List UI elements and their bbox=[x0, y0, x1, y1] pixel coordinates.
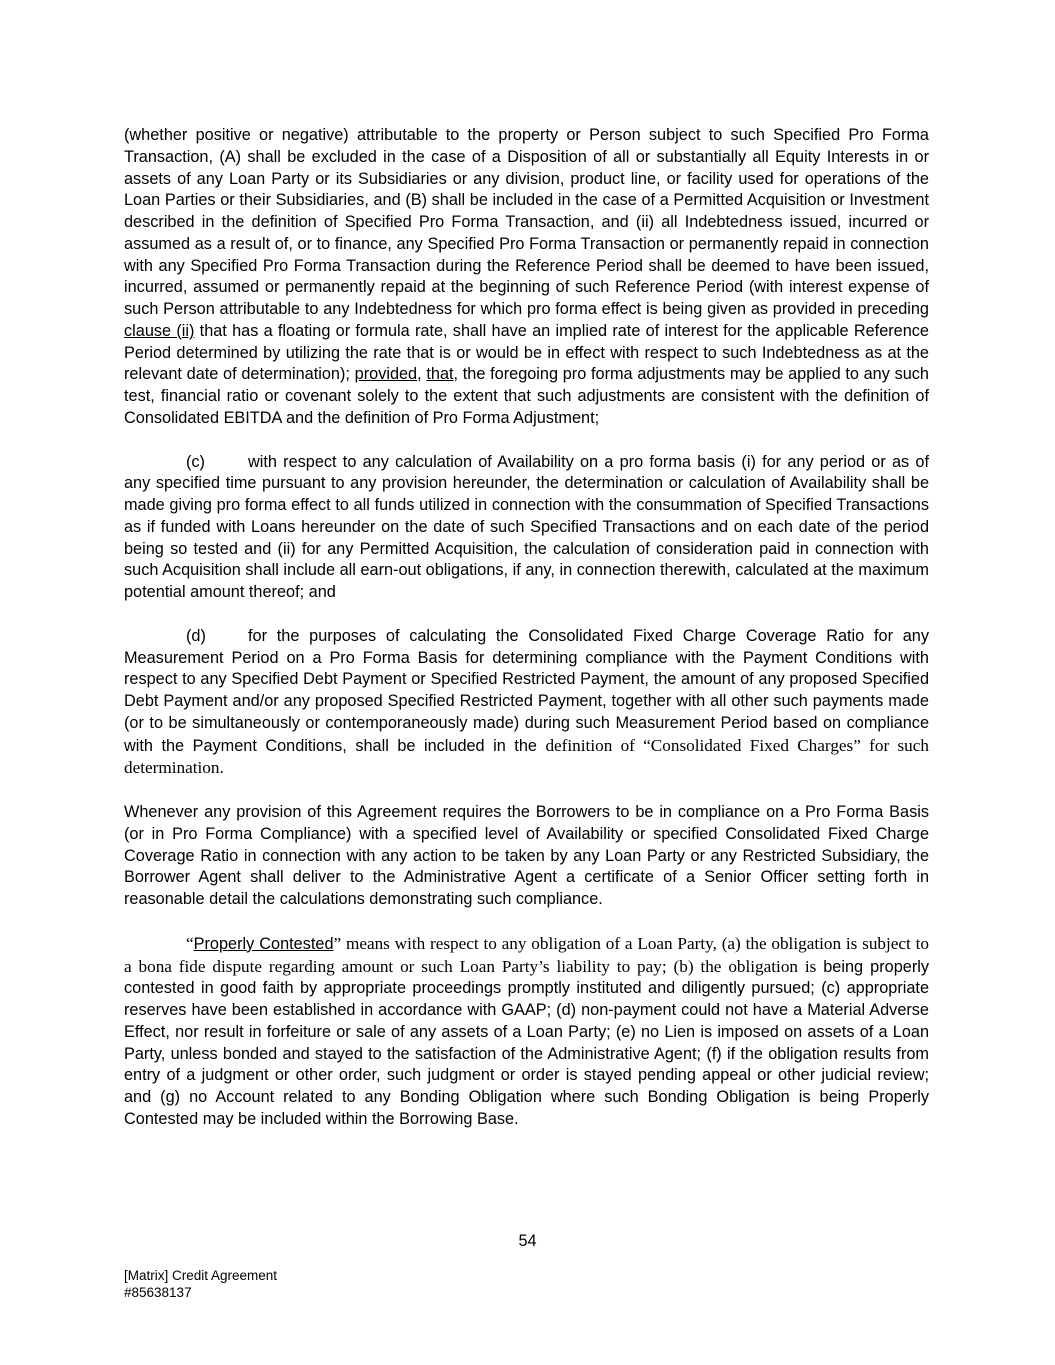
defined-term-properly-contested: Properly Contested bbox=[193, 934, 334, 953]
paragraph-pro-forma-compliance: Whenever any provision of this Agreement requires the Borrowers to be in compliance on a Pro Forma Basis (or in Pro Forma Compliance) with a specified level of Availability or specified Consolidated Fixed Charge Coverage Ratio in connection with any action to be taken by any Loan Party or any Restricted Subsidiary, the Borrower Agent shall deliver to the Administrative Agent a certificate of a Senior Officer setting forth in reasonable detail the calculations demonstrating such compliance. bbox=[124, 803, 929, 908]
document-footer bbox=[124, 1267, 277, 1301]
footer-document-id: #85638137 bbox=[124, 1285, 192, 1300]
clause-ii-reference: clause (ii) bbox=[124, 321, 195, 340]
page-number: 54 bbox=[518, 1232, 537, 1250]
footer-document-title: [Matrix] Credit Agreement bbox=[124, 1268, 278, 1283]
paragraph-clause-c: (c) with respect to any calculation of Availability on a pro forma basis (i) for any period or as of any specified time pursuant to any provision hereunder, the determination or calculation of Availability shall be made giving pro forma effect to all funds utilized in connection with the consummation of Specified Transactions as if funded with Loans hereunder on the date of such Specified Transactions and on each date of the period being so tested and (ii) for any Permitted Acquisition, the calculation of consideration paid in connection with such Acquisition shall include all earn-out obligations, if any, in connection therewith, calculated at the maximum potential amount thereof; and bbox=[124, 452, 929, 601]
paragraph-properly-contested-definition: “Properly Contested” means with respect to any obligation of a Loan Party, (a) the obligation is subject to a bona fide dispute regarding amount or such Loan Party’s liability to pay; (b) the obligation is being properly contested in good faith by appropriate proceedings promptly instituted and diligently pursued; (c) appropriate reserves have been established in accordance with GAAP; (d) non-payment could not have a Material Adverse Effect, nor result in forfeiture or sale of any assets of a Loan Party; (e) no Lien is imposed on assets of a Loan Party, unless bonded and stayed to the satisfaction of the Administrative Agent; (f) if the obligation results from entry of a judgment or other order, such judgment or order is stayed pending appeal or other judicial review; and (g) no Account related to any Bonding Obligation where such Bonding Obligation is being Properly Contested may be included within the Borrowing Base. bbox=[124, 933, 929, 1128]
that-term: that bbox=[426, 365, 454, 384]
document-body bbox=[124, 125, 929, 1131]
paragraph-pro-forma-continuation: (whether positive or negative) attributable to the property or Person subject to such Specified Pro Forma Transaction, (A) shall be excluded in the case of a Disposition of all or substantially all Equity Interests in or assets of any Loan Party or its Subsidiaries or any division, product line, or facility used for operations of the Loan Parties or their Subsidiaries, and (B) shall be included in the case of a Permitted Acquisition or Investment described in the definition of Specified Pro Forma Transaction, and (ii) all Indebtedness issued, incurred or assumed as a result of, or to finance, any Specified Pro Forma Transaction or permanently repaid in connection with any Specified Pro Forma Transaction during the Reference Period shall be deemed to have been issued, incurred, assumed or permanently repaid at the beginning of such Reference Period (with interest expense of such Person attributable to any Indebtedness for which pro forma effect is being given as provided in preceding clause (ii) that has a floating or formula rate, shall have an implied rate of interest for the applicable Reference Period determined by utilizing the rate that is or would be in effect with respect to such Indebtedness as at the relevant date of determination); provided, that, the foregoing pro forma adjustments may be applied to any such test, financial ratio or covenant solely to the extent that such adjustments are consistent with the definition of Consolidated EBITDA and the definition of Pro Forma Adjustment; bbox=[124, 126, 929, 427]
paragraph-clause-d: (d) for the purposes of calculating the Consolidated Fixed Charge Coverage Ratio for any Measurement Period on a Pro Forma Basis for determining compliance with the Payment Conditions with respect to any Specified Debt Payment or Specified Restricted Payment, the amount of any proposed Specified Debt Payment and/or any proposed Specified Restricted Payment, together with all other such payments made (or to be simultaneously or contemporaneously made) during such Measurement Period based on compliance with the Payment Conditions, shall be included in the definition of “Consolidated Fixed Charges” for such determination. bbox=[124, 626, 929, 778]
provided-term: provided bbox=[354, 365, 418, 384]
clause-label-d: (d) bbox=[186, 626, 206, 645]
clause-label-c: (c) bbox=[186, 452, 205, 471]
